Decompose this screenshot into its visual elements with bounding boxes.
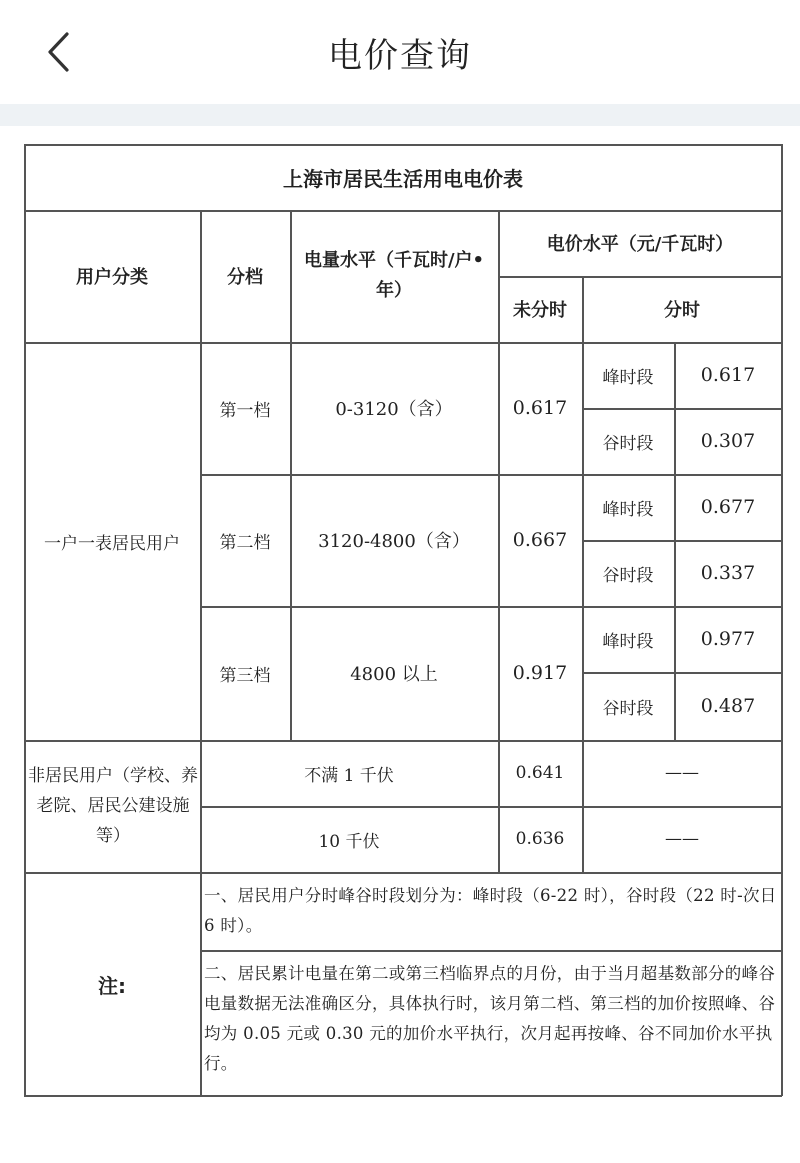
non-residential-flat-price: 0.641 [515,763,565,783]
non-residential-user-label: 非居民用户（学校、养老院、居民公建设施等） [28,766,198,846]
non-residential-tou-price: —— [665,763,699,783]
header-tier: 分档 [227,267,263,288]
peak-label: 峰时段 [602,367,654,388]
tier-flat-price: 0.617 [512,397,568,419]
table-title: 上海市居民生活用电电价表 [283,166,523,191]
header-price-level: 电价水平（元/千瓦时） [546,234,734,255]
tier-name: 第三档 [219,665,271,686]
non-residential-flat-price: 0.636 [515,829,565,849]
valley-price: 0.337 [700,562,756,584]
header-user-type: 用户分类 [76,267,148,288]
top-bar [0,0,800,104]
notes-label: 注: [98,973,126,998]
tier-name: 第一档 [219,400,271,421]
valley-label: 谷时段 [602,698,654,719]
valley-label: 谷时段 [602,433,654,454]
peak-label: 峰时段 [602,631,654,652]
tier-usage: 4800 以上 [350,664,438,685]
tier-usage: 3120-4800（含） [318,531,470,552]
tier-usage: 0-3120（含） [335,399,453,420]
tier-flat-price: 0.667 [512,529,568,551]
price-table [24,144,782,1096]
non-residential-tou-price: —— [665,829,699,849]
tier-name: 第二档 [219,532,271,553]
peak-price: 0.977 [700,628,756,650]
peak-price: 0.677 [700,496,756,518]
header-usage-level: 电量水平（千瓦时/户•年） [303,250,485,301]
valley-price: 0.307 [700,430,756,452]
capacity-label: 不满 1 千伏 [304,765,394,786]
header-tou: 分时 [664,300,700,321]
note-item: 二、居民累计电量在第二或第三档临界点的月份，由于当月超基数部分的峰谷电量数据无法准确区分，具体执行时，该月第二档、第三档的加价按照峰、谷均为 0.05 元或 0.30 元的加价水平执行，次月起再按峰、谷不同加价水平执行。 [204,964,776,1073]
residential-user-label: 一户一表居民用户 [44,533,180,554]
tier-flat-price: 0.917 [512,662,568,684]
peak-label: 峰时段 [602,499,654,520]
note-item: 一、居民用户分时峰谷时段划分为：峰时段（6-22 时），谷时段（22 时-次日 6 时）。 [204,886,777,935]
header-divider [0,104,800,126]
valley-label: 谷时段 [602,565,654,586]
valley-price: 0.487 [700,695,756,717]
page-title: 电价查询 [328,36,472,76]
capacity-label: 10 千伏 [318,831,380,852]
header-flat: 未分时 [513,300,567,321]
peak-price: 0.617 [700,364,756,386]
